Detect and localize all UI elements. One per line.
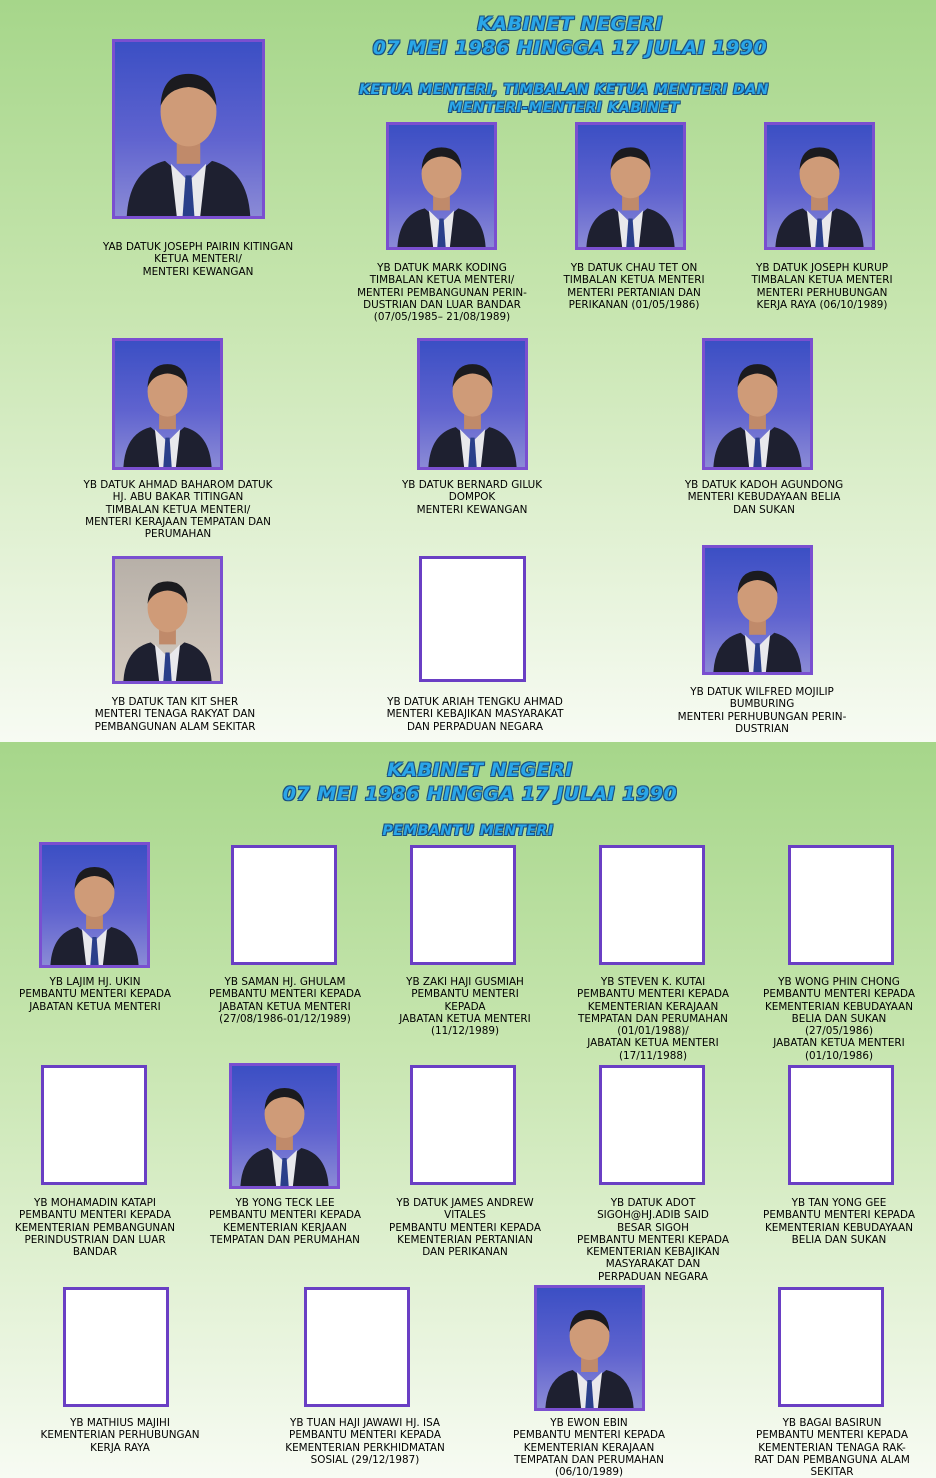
title-line-2: 07 MEI 1986 HINGGA 17 JULAI 1990 bbox=[372, 37, 768, 59]
person-caption: YB ZAKI HAJI GUSMIAH PEMBANTU MENTERI KEPADA JABATAN KETUA MENTERI (11/12/1989) bbox=[399, 976, 531, 1038]
section-line-2: MENTERI-MENTERI KABINET bbox=[448, 100, 680, 116]
section-line-1: KETUA MENTERI, TIMBALAN KETUA MENTERI DAN bbox=[359, 82, 769, 98]
section-heading bbox=[300, 81, 828, 117]
empty-photo-frame bbox=[231, 845, 337, 965]
title-line-1: KABINET NEGERI bbox=[387, 759, 573, 781]
portrait-photo bbox=[229, 1063, 340, 1189]
portrait-photo bbox=[702, 338, 813, 470]
person-caption: YB DATUK WILFRED MOJILIP BUMBURING MENTERI PERHUBUNGAN PERIN- DUSTRIAN bbox=[677, 686, 847, 735]
person-caption: YB TUAN HAJI JAWAWI HJ. ISA PEMBANTU MENTERI KEPADA KEMENTERIAN PERKHIDMATAN SOSIAL (29/12/1987) bbox=[285, 1417, 445, 1466]
person-silhouette bbox=[232, 1066, 337, 1186]
person-caption: YB DATUK CHAU TET ON TIMBALAN KETUA MENTERI MENTERI PERTANIAN DAN PERIKANAN (01/05/1986) bbox=[563, 262, 705, 311]
empty-photo-frame bbox=[788, 845, 894, 965]
portrait-photo bbox=[112, 338, 223, 470]
section-heading bbox=[330, 822, 606, 840]
person-caption: YB MATHIUS MAJIHI KEMENTERIAN PERHUBUNGAN KERJA RAYA bbox=[40, 1417, 200, 1454]
portrait-photo bbox=[39, 842, 150, 968]
person-silhouette bbox=[115, 559, 220, 681]
portrait-photo bbox=[112, 556, 223, 684]
portrait-photo bbox=[764, 122, 875, 250]
empty-photo-frame bbox=[304, 1287, 410, 1407]
person-caption: YB EWON EBIN PEMBANTU MENTERI KEPADA KEMENTERIAN KERAJAAN TEMPATAN DAN PERUMAHAN (06/10/1989) bbox=[513, 1417, 665, 1478]
person-caption: YB DATUK AHMAD BAHAROM DATUK HJ. ABU BAKAR TITINGAN TIMBALAN KETUA MENTERI/ MENTERI KERAJAAN TEMPATAN DAN PERUMAHAN bbox=[83, 479, 273, 541]
empty-photo-frame bbox=[788, 1065, 894, 1185]
person-silhouette bbox=[42, 845, 147, 965]
person-caption: YAB DATUK JOSEPH PAIRIN KITINGAN KETUA MENTERI/ MENTERI KEWANGAN bbox=[102, 241, 294, 278]
person-caption: YB DATUK MARK KODING TIMBALAN KETUA MENTERI/ MENTERI PEMBANGUNAN PERIN- DUSTRIAN DAN LUAR BANDAR (07/05/1985– 21/08/1989) bbox=[357, 262, 527, 324]
person-caption: YB DATUK ARIAH TENGKU AHMAD MENTERI KEBAJIKAN MASYARAKAT DAN PERPADUAN NEGARA bbox=[386, 696, 564, 733]
portrait-photo bbox=[417, 338, 528, 470]
person-caption: YB BAGAI BASIRUN PEMBANTU MENTERI KEPADA KEMENTERIAN TENAGA RAK- RAT DAN PEMBANGUNA ALAM SEKITAR bbox=[754, 1417, 910, 1478]
person-caption: YB DATUK KADOH AGUNDONG MENTERI KEBUDAYAAN BELIA DAN SUKAN bbox=[684, 479, 844, 516]
person-caption: YB MOHAMADIN KATAPI PEMBANTU MENTERI KEPADA KEMENTERIAN PEMBANGUNAN PERINDUSTRIAN DAN LUAR BANDAR bbox=[14, 1197, 176, 1259]
person-caption: YB DATUK JOSEPH KURUP TIMBALAN KETUA MENTERI MENTERI PERHUBUNGAN KERJA RAYA (06/10/1989) bbox=[751, 262, 893, 311]
portrait-photo bbox=[112, 39, 265, 219]
person-caption: YB DATUK JAMES ANDREW VITALES PEMBANTU MENTERI KEPADA KEMENTERIAN PERTANIAN DAN PERIKANAN bbox=[389, 1197, 541, 1259]
person-caption: YB DATUK TAN KIT SHER MENTERI TENAGA RAKYAT DAN PEMBANGUNAN ALAM SEKITAR bbox=[94, 696, 256, 733]
empty-photo-frame bbox=[410, 845, 516, 965]
person-silhouette bbox=[115, 42, 262, 216]
person-caption: YB STEVEN K. KUTAI PEMBANTU MENTERI KEPADA KEMENTERIAN KERAJAAN TEMPATAN DAN PERUMAHAN (01/01/1988)/ JABATAN KETUA MENTERI (17/11/1988) bbox=[577, 976, 729, 1062]
portrait-photo bbox=[386, 122, 497, 250]
cabinet-panel-assistant-ministers bbox=[0, 742, 936, 1478]
person-silhouette bbox=[578, 125, 683, 247]
portrait-photo bbox=[575, 122, 686, 250]
portrait-photo bbox=[534, 1285, 645, 1411]
empty-photo-frame bbox=[419, 556, 526, 682]
empty-photo-frame bbox=[41, 1065, 147, 1185]
person-silhouette bbox=[767, 125, 872, 247]
person-silhouette bbox=[115, 341, 220, 467]
title-line-2: 07 MEI 1986 HINGGA 17 JULAI 1990 bbox=[282, 783, 678, 805]
person-caption: YB DATUK ADOT SIGOH@HJ.ADIB SAID BESAR SIGOH PEMBANTU MENTERI KEPADA KEMENTERIAN KEBAJIKAN MASYARAKAT DAN PERPADUAN NEGARA bbox=[577, 1197, 729, 1283]
person-caption: YB WONG PHIN CHONG PEMBANTU MENTERI KEPADA KEMENTERIAN KEBUDAYAAN BELIA DAN SUKAN (27/05/1986) JABATAN KETUA MENTERI (01/10/1986) bbox=[763, 976, 915, 1062]
empty-photo-frame bbox=[599, 1065, 705, 1185]
empty-photo-frame bbox=[778, 1287, 884, 1407]
person-caption: YB LAJIM HJ. UKIN PEMBANTU MENTERI KEPADA JABATAN KETUA MENTERI bbox=[19, 976, 171, 1013]
person-caption: YB TAN YONG GEE PEMBANTU MENTERI KEPADA KEMENTERIAN KEBUDAYAAN BELIA DAN SUKAN bbox=[763, 1197, 915, 1246]
panel-title bbox=[210, 758, 750, 806]
empty-photo-frame bbox=[410, 1065, 516, 1185]
person-silhouette bbox=[537, 1288, 642, 1408]
empty-photo-frame bbox=[63, 1287, 169, 1407]
person-silhouette bbox=[705, 548, 810, 672]
person-caption: YB DATUK BERNARD GILUK DOMPOK MENTERI KEWANGAN bbox=[401, 479, 543, 516]
person-silhouette bbox=[705, 341, 810, 467]
person-silhouette bbox=[389, 125, 494, 247]
person-caption: YB YONG TECK LEE PEMBANTU MENTERI KEPADA KEMENTERIAN KERJAAN TEMPATAN DAN PERUMAHAN bbox=[209, 1197, 361, 1246]
panel-title bbox=[300, 12, 840, 60]
title-line-1: KABINET NEGERI bbox=[477, 13, 663, 35]
person-caption: YB SAMAN HJ. GHULAM PEMBANTU MENTERI KEPADA JABATAN KETUA MENTERI (27/08/1986-01/12/1989) bbox=[209, 976, 361, 1025]
portrait-photo bbox=[702, 545, 813, 675]
person-silhouette bbox=[420, 341, 525, 467]
empty-photo-frame bbox=[599, 845, 705, 965]
section-line-1: PEMBANTU MENTERI bbox=[382, 823, 554, 839]
